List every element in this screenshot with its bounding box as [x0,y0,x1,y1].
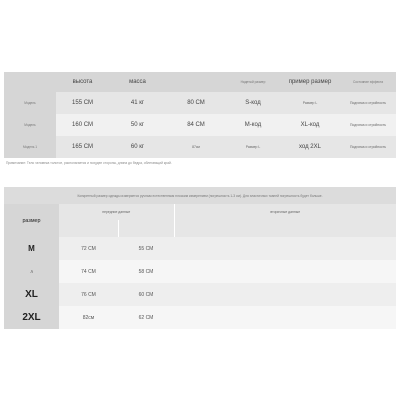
model-parameters-table [4,72,396,158]
subheader-b [118,220,174,237]
model-measure: 80 СМ [166,92,226,114]
header-example-size: пример размер [280,72,340,92]
group-header-secondary: вторичные данные [174,204,396,220]
size-table-subheader-row [4,220,396,237]
model-table-note: Примечание: Тело человека толстое, располагается и похудел стороны, длина до бедра, облегающий край. [6,161,172,165]
table-row [4,283,396,306]
header-measure [166,72,226,92]
model-effect: Подгонка и стройность [340,136,396,158]
group-header-front: передние данные [59,204,174,220]
model-size-worn: Размер L [226,136,280,158]
model-table-header-row [4,72,396,92]
model-weight: 60 кг [109,136,166,158]
size-value-a: 72 СМ [59,237,118,260]
header-size-worn: Надетый размер [226,72,280,92]
size-value-a: 76 СМ [59,283,118,306]
size-label: 2XL [4,306,59,329]
size-value-b: 60 СМ [118,283,174,306]
size-value-a: 74 СМ [59,260,118,283]
table-row [4,306,396,329]
subheader-a [59,220,118,237]
size-chart-table [4,187,396,329]
model-example-size: Размер L [280,92,340,114]
size-table-note-row [4,187,396,204]
header-effect: Состояние эффекта [340,72,396,92]
model-weight: 50 кг [109,114,166,136]
model-measure: 84 СМ [166,114,226,136]
size-label: Л [4,260,59,283]
size-label: XL [4,283,59,306]
size-value-b: 58 СМ [118,260,174,283]
model-height: 155 СМ [56,92,109,114]
model-example-size: XL-код [280,114,340,136]
size-column-header: размер [4,204,59,237]
size-value-b: 62 СМ [118,306,174,329]
model-label: Модель [4,114,56,136]
model-label: Модель 1 [4,136,56,158]
table-row [4,136,396,158]
table-row [4,260,396,283]
header-height: высота [56,72,109,92]
model-height: 165 СМ [56,136,109,158]
model-size-worn: S-код [226,92,280,114]
table-row [4,237,396,260]
table-row [4,114,396,136]
model-label: Модель [4,92,56,114]
model-weight: 41 кг [109,92,166,114]
model-example-size: ход 2XL [280,136,340,158]
model-size-worn: M-код [226,114,280,136]
size-label: M [4,237,59,260]
table-row [4,92,396,114]
header-weight: масса [109,72,166,92]
model-table-header-corner [4,72,56,92]
model-effect: Подгонка и стройность [340,92,396,114]
model-measure: 87см [166,136,226,158]
size-table-group-row [4,204,396,220]
size-table-note: Конкретный размер одежды измеряется ручным естественным плоским измерением (погрешность 1-3 см). Для эластичных тканей погрешность будет больше. [4,187,396,204]
size-value-b: 55 СМ [118,237,174,260]
model-height: 160 СМ [56,114,109,136]
size-value-a: 82см [59,306,118,329]
model-effect: Подгонка и стройность [340,114,396,136]
